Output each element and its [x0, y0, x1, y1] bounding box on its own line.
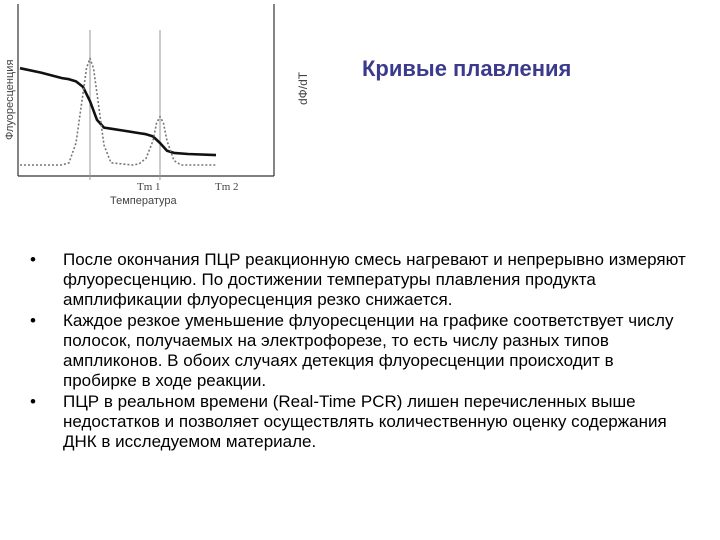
series-layer [20, 58, 216, 165]
bullet-item [30, 250, 690, 310]
bullet-text: Каждое резкое уменьшение флуоресценции на графике соответствует числу полосок, получаемых на электрофорезе, то есть числу разных типов ампликонов. В обоих случаях детекция флуоресценции происходит в пробирке в ходе реакции. [63, 311, 674, 390]
bullet-marker: • [30, 311, 36, 330]
y-axis-label-left: Флуоресценция [4, 59, 16, 140]
tm-marker-lines [90, 30, 160, 180]
slide-title: Кривые плавления [362, 56, 572, 81]
fluorescence-series-line [20, 68, 216, 155]
y-axis-label-right: dФ/dT [296, 71, 310, 105]
tick-label-tm2: Tm 2 [215, 181, 239, 193]
bullet-text: После окончания ПЦР реакционную смесь нагревают и непрерывно измеряют флуоресценцию. По достижении температуры плавления продукта амплификации флуоресценция резко снижается. [63, 250, 686, 309]
tick-label-tm1: Tm 1 [137, 181, 161, 193]
bullet-item [30, 392, 690, 452]
bullet-marker: • [30, 250, 36, 269]
bullet-item [30, 311, 690, 391]
bullet-text: ПЦР в реальном времени (Real-Time PCR) лишен перечисленных выше недостатков и позволяет осуществлять количественную оценку содержания ДНК в исследуемом материале. [63, 392, 667, 451]
bullet-list [30, 250, 690, 453]
bullet-marker: • [30, 392, 36, 411]
x-axis-label: Температура [110, 195, 177, 207]
melting-curve-chart [0, 0, 300, 210]
